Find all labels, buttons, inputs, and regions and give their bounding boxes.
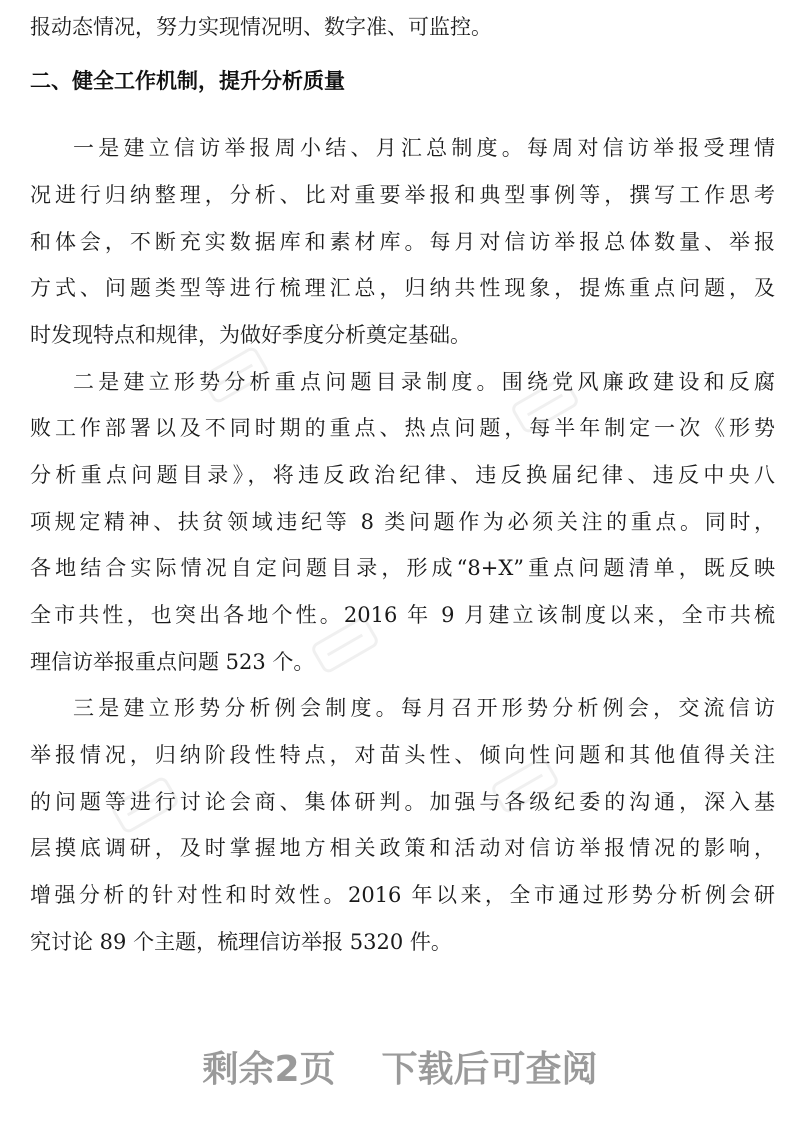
download-prompt-banner[interactable]: [0, 1048, 800, 1092]
paragraph-line: 举报情况，归纳阶段性特点，对苗头性、倾向性问题和其他值得关注: [30, 743, 775, 767]
paragraph-line: 各地结合实际情况自定问题目录，形成“8+X”重点问题清单，既反映: [30, 556, 775, 580]
watermark-stamp-icon: [480, 740, 570, 830]
paragraph-line: 项规定精神、扶贫领域违纪等 8 类问题作为必须关注的重点。同时，: [30, 510, 775, 534]
paragraph-line: 败工作部署以及不同时期的重点、热点问题，每半年制定一次《形势: [30, 416, 775, 440]
paragraph-line: 方式、问题类型等进行梳理汇总，归纳共性现象，提炼重点问题，及: [30, 276, 775, 300]
paragraph-line: 况进行归纳整理，分析、比对重要举报和典型事例等，撰写工作思考: [30, 183, 775, 207]
watermark-stamp-icon: [190, 330, 280, 420]
paragraph-line: 增强分析的针对性和时效性。2016 年以来，全市通过形势分析例会研: [30, 883, 775, 907]
paragraph-line: 时发现特点和规律，为做好季度分析奠定基础。: [30, 323, 471, 347]
paragraph-line: 一是建立信访举报周小结、月汇总制度。每周对信访举报受理情: [73, 136, 775, 160]
section-heading: 二、健全工作机制，提升分析质量: [30, 69, 345, 93]
watermark-stamp-icon: [100, 760, 190, 850]
remaining-pages-label: 剩余2页: [202, 1049, 336, 1090]
paragraph-line: 的问题等进行讨论会商、集体研判。加强与各级纪委的沟通，深入基: [30, 790, 775, 814]
paragraph-line: 理信访举报重点问题 523 个。: [30, 650, 315, 674]
paragraph-line: 全市共性，也突出各地个性。2016 年 9 月建立该制度以来，全市共梳: [30, 603, 775, 627]
paragraph-line: 三是建立形势分析例会制度。每月召开形势分析例会，交流信访: [73, 696, 775, 720]
paragraph-line: 究讨论 89 个主题，梳理信访举报 5320 件。: [30, 930, 452, 954]
paragraph-line: 分析重点问题目录》，将违反政治纪律、违反换届纪律、违反中央八: [30, 463, 775, 487]
watermark-stamp-icon: [300, 600, 390, 690]
watermark-stamp-icon: [500, 360, 590, 450]
paragraph-line: 二是建立形势分析重点问题目录制度。围绕党风廉政建设和反腐: [73, 370, 775, 394]
paragraph-line: 层摸底调研，及时掌握地方相关政策和活动对信访举报情况的影响，: [30, 836, 775, 860]
paragraph-line: 和体会，不断充实数据库和素材库。每月对信访举报总体数量、举报: [30, 230, 775, 254]
download-to-view-label: 下载后可查阅: [381, 1049, 598, 1090]
paragraph-line: 报动态情况，努力实现情况明、数字准、可监控。: [30, 15, 492, 39]
